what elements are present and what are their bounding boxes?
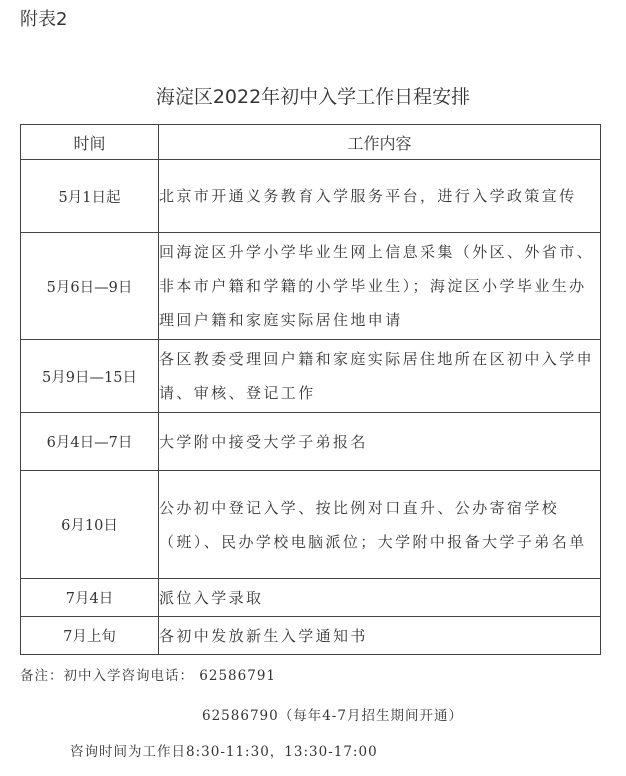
table-row bbox=[21, 617, 601, 655]
row-content: 各初中发放新生入学通知书 bbox=[159, 617, 601, 655]
header-content: 工作内容 bbox=[159, 125, 601, 160]
table-row bbox=[21, 340, 601, 413]
row-time: 7月4日 bbox=[21, 579, 159, 617]
table-row bbox=[21, 413, 601, 471]
note-phone-2: 62586790（每年4-7月招生期间开通） bbox=[202, 708, 463, 724]
row-content: 各区教委受理回户籍和家庭实际居住地所在区初中入学申请、审核、登记工作 bbox=[159, 340, 601, 413]
row-content: 回海淀区升学小学毕业生网上信息采集（外区、外省市、非本市户籍和学籍的小学毕业生）；海淀区小学毕业生办理回户籍和家庭实际居住地申请 bbox=[159, 233, 601, 340]
header-time: 时间 bbox=[21, 125, 159, 160]
row-time: 5月1日起 bbox=[21, 160, 159, 233]
row-time: 6月4日—7日 bbox=[21, 413, 159, 471]
note-hours: 咨询时间为工作日8:30-11:30，13:30-17:00 bbox=[70, 744, 378, 760]
schedule-table bbox=[20, 124, 601, 655]
row-time: 7月上旬 bbox=[21, 617, 159, 655]
row-content: 大学附中接受大学子弟报名 bbox=[159, 413, 601, 471]
row-time: 5月6日—9日 bbox=[21, 233, 159, 340]
appendix-label: 附表2 bbox=[20, 9, 68, 30]
table-row bbox=[21, 233, 601, 340]
row-time: 5月9日—15日 bbox=[21, 340, 159, 413]
table-header-row bbox=[21, 125, 601, 160]
table-row bbox=[21, 471, 601, 579]
document-title: 海淀区2022年初中入学工作日程安排 bbox=[155, 86, 471, 108]
table-row bbox=[21, 160, 601, 233]
row-content: 北京市开通义务教育入学服务平台，进行入学政策宣传 bbox=[159, 160, 601, 233]
row-time: 6月10日 bbox=[21, 471, 159, 579]
note-phone-1: 备注：初中入学咨询电话： 62586791 bbox=[20, 668, 277, 684]
table-row bbox=[21, 579, 601, 617]
row-content: 公办初中登记入学、按比例对口直升、公办寄宿学校（班）、民办学校电脑派位；大学附中报备大学子弟名单 bbox=[159, 471, 601, 579]
row-content: 派位入学录取 bbox=[159, 579, 601, 617]
